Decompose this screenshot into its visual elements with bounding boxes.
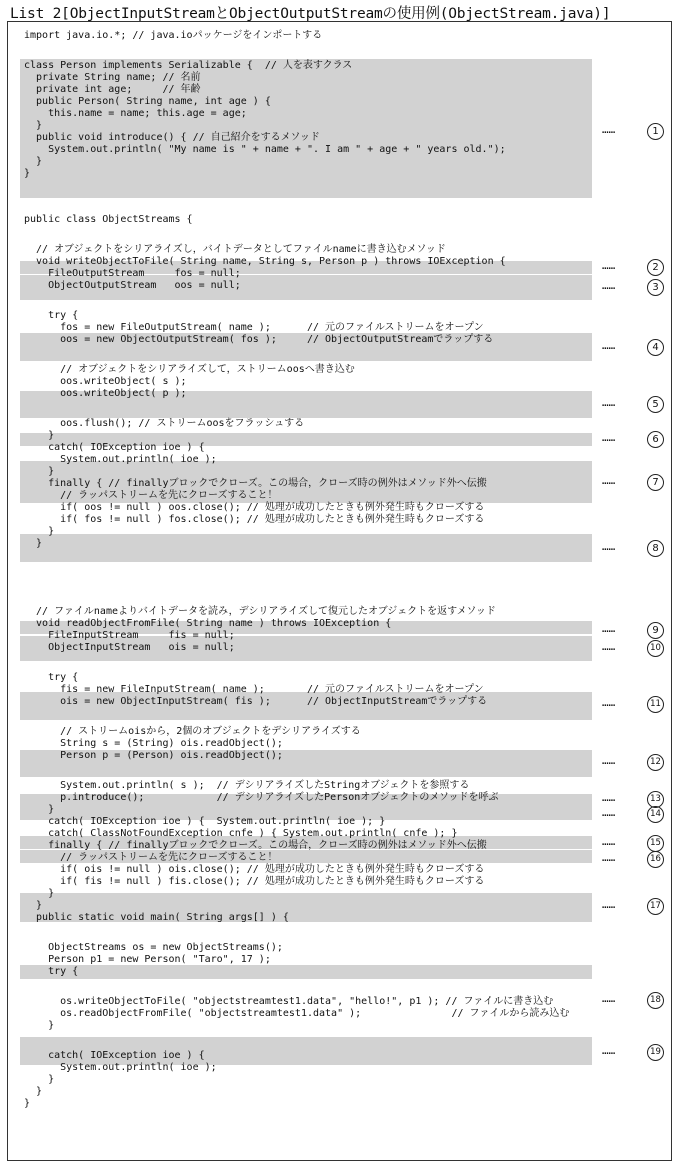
circled-number: 1 <box>647 123 664 140</box>
code-line: FileInputStream fis = null; <box>24 630 235 641</box>
marker-leader: …… <box>602 123 616 136</box>
marker-leader: …… <box>602 754 616 767</box>
code-line: oos.writeObject( p ); <box>24 388 187 399</box>
circled-number: 17 <box>647 898 664 915</box>
marker-leader: …… <box>602 622 616 635</box>
code-line: finally { // finallyブロックでクローズ。この場合，クローズ時の例外はメソッド外へ伝搬 <box>24 840 487 851</box>
code-line: catch( IOException ioe ) { <box>24 442 205 453</box>
code-line: fis = new FileInputStream( name ); // 元のファイルストリームをオープン <box>24 684 484 695</box>
code-line: // ファイルnameよりバイトデータを読み，デシリアライズして復元したオブジェクトを返すメソッド <box>24 606 496 617</box>
marker-leader: …… <box>602 640 616 653</box>
circled-number: 2 <box>647 259 664 276</box>
marker-leader: …… <box>602 1044 616 1057</box>
code-line: System.out.println( s ); // デシリアライズしたStringオブジェクトを参照する <box>24 780 470 791</box>
marker-leader: …… <box>602 474 616 487</box>
code-line: finally { // finallyブロックでクローズ。この場合，クローズ時の例外はメソッド外へ伝搬 <box>24 478 487 489</box>
code-line: p.introduce(); // デシリアライズしたPersonオブジェクトのメソッドを呼ぶ <box>24 792 499 803</box>
code-line: try { <box>24 966 79 977</box>
code-line: import java.io.*; // java.ioパッケージをインポートする <box>24 30 323 41</box>
marker-leader: …… <box>602 835 616 848</box>
code-line: // オブジェクトをシリアライズし，バイトデータとしてファイルnameに書き込むメソッド <box>24 244 446 255</box>
marker-leader: …… <box>602 806 616 819</box>
code-line: void readObjectFromFile( String name ) throws IOException { <box>24 618 392 629</box>
marker-leader: …… <box>602 898 616 911</box>
code-line: // ラッパストリームを先にクローズすること！ <box>24 490 278 501</box>
code-line: } <box>24 888 55 899</box>
code-line: catch( IOException ioe ) { System.out.println( ioe ); } <box>24 816 386 827</box>
code-line: ois = new ObjectInputStream( fis ); // ObjectInputStreamでラップする <box>24 696 488 707</box>
code-line: os.readObjectFromFile( "objectstreamtest1.data" ); // ファイルから読み込む <box>24 1008 570 1019</box>
code-line: ObjectStreams os = new ObjectStreams(); <box>24 942 283 953</box>
code-line: } <box>24 1074 55 1085</box>
listing-title: List 2[ObjectInputStreamとObjectOutputStreamの使用例(ObjectStream.java)] <box>10 6 611 22</box>
circled-number: 18 <box>647 992 664 1009</box>
code-line: } <box>24 1020 55 1031</box>
circled-number: 15 <box>647 835 664 852</box>
code-line: } <box>24 1086 43 1097</box>
code-line: } <box>24 430 55 441</box>
code-line: FileOutputStream fos = null; <box>24 268 241 279</box>
circled-number: 16 <box>647 851 664 868</box>
marker-leader: …… <box>602 540 616 553</box>
circled-number: 11 <box>647 696 664 713</box>
marker-leader: …… <box>602 339 616 352</box>
marker-leader: …… <box>602 791 616 804</box>
circled-number: 13 <box>647 791 664 808</box>
circled-number: 14 <box>647 806 664 823</box>
code-line: ObjectInputStream ois = null; <box>24 642 235 653</box>
code-line: oos.writeObject( s ); <box>24 376 187 387</box>
highlight-band <box>20 965 592 979</box>
code-line: public void introduce() { // 自己紹介をするメソッド <box>24 132 320 143</box>
code-line: try { <box>24 672 79 683</box>
circled-number: 6 <box>647 431 664 448</box>
circled-number: 3 <box>647 279 664 296</box>
circled-number: 8 <box>647 540 664 557</box>
code-line: this.name = name; this.age = age; <box>24 108 247 119</box>
code-line: } <box>24 466 55 477</box>
code-line: public class ObjectStreams { <box>24 214 193 225</box>
code-line: if( fis != null ) fis.close(); // 処理が成功したときも例外発生時もクローズする <box>24 876 485 887</box>
circled-number: 4 <box>647 339 664 356</box>
code-line: oos = new ObjectOutputStream( fos ); // ObjectOutputStreamでラップする <box>24 334 494 345</box>
code-line: } <box>24 804 55 815</box>
code-line: catch( IOException ioe ) { <box>24 1050 205 1061</box>
code-line: class Person implements Serializable { // 人を表すクラス <box>24 60 353 71</box>
circled-number: 5 <box>647 396 664 413</box>
code-line: } <box>24 1098 31 1109</box>
code-line: } <box>24 900 43 911</box>
code-line: } <box>24 526 55 537</box>
code-line: catch( ClassNotFoundException cnfe ) { System.out.println( cnfe ); } <box>24 828 458 839</box>
code-line: } <box>24 120 43 131</box>
code-line: private int age; // 年齢 <box>24 84 201 95</box>
code-line: // ラッパストリームを先にクローズすること！ <box>24 852 278 863</box>
code-line: public Person( String name, int age ) { <box>24 96 271 107</box>
code-line: System.out.println( ioe ); <box>24 1062 217 1073</box>
circled-number: 9 <box>647 622 664 639</box>
highlight-band <box>20 534 592 562</box>
code-line: oos.flush(); // ストリームoosをフラッシュする <box>24 418 305 429</box>
marker-leader: …… <box>602 992 616 1005</box>
code-line: ObjectOutputStream oos = null; <box>24 280 241 291</box>
code-line: void writeObjectToFile( String name, String s, Person p ) throws IOException { <box>24 256 506 267</box>
marker-leader: …… <box>602 396 616 409</box>
code-line: } <box>24 156 43 167</box>
marker-leader: …… <box>602 431 616 444</box>
code-line: Person p = (Person) ois.readObject(); <box>24 750 283 761</box>
code-line: fos = new FileOutputStream( name ); // 元のファイルストリームをオープン <box>24 322 484 333</box>
code-line: if( oos != null ) oos.close(); // 処理が成功したときも例外発生時もクローズする <box>24 502 485 513</box>
code-line: if( fos != null ) fos.close(); // 処理が成功したときも例外発生時もクローズする <box>24 514 485 525</box>
code-line: // オブジェクトをシリアライズして，ストリームoosへ書き込む <box>24 364 355 375</box>
code-line: } <box>24 168 31 179</box>
code-line: try { <box>24 310 79 321</box>
code-line: System.out.println( "My name is " + name + ". I am " + age + " years old."); <box>24 144 506 155</box>
circled-number: 10 <box>647 640 664 657</box>
code-line: // ストリームoisから，2個のオブジェクトをデシリアライズする <box>24 726 361 737</box>
code-line: os.writeObjectToFile( "objectstreamtest1.data", "hello!", p1 ); // ファイルに書き込む <box>24 996 554 1007</box>
code-line: String s = (String) ois.readObject(); <box>24 738 283 749</box>
circled-number: 19 <box>647 1044 664 1061</box>
marker-leader: …… <box>602 851 616 864</box>
code-line: private String name; // 名前 <box>24 72 201 83</box>
code-line: Person p1 = new Person( "Taro", 17 ); <box>24 954 271 965</box>
code-line: } <box>24 538 43 549</box>
code-line: if( ois != null ) ois.close(); // 処理が成功したときも例外発生時もクローズする <box>24 864 485 875</box>
circled-number: 12 <box>647 754 664 771</box>
marker-leader: …… <box>602 279 616 292</box>
circled-number: 7 <box>647 474 664 491</box>
code-line: public static void main( String args[] ) { <box>24 912 289 923</box>
marker-leader: …… <box>602 696 616 709</box>
code-line: System.out.println( ioe ); <box>24 454 217 465</box>
marker-leader: …… <box>602 259 616 272</box>
